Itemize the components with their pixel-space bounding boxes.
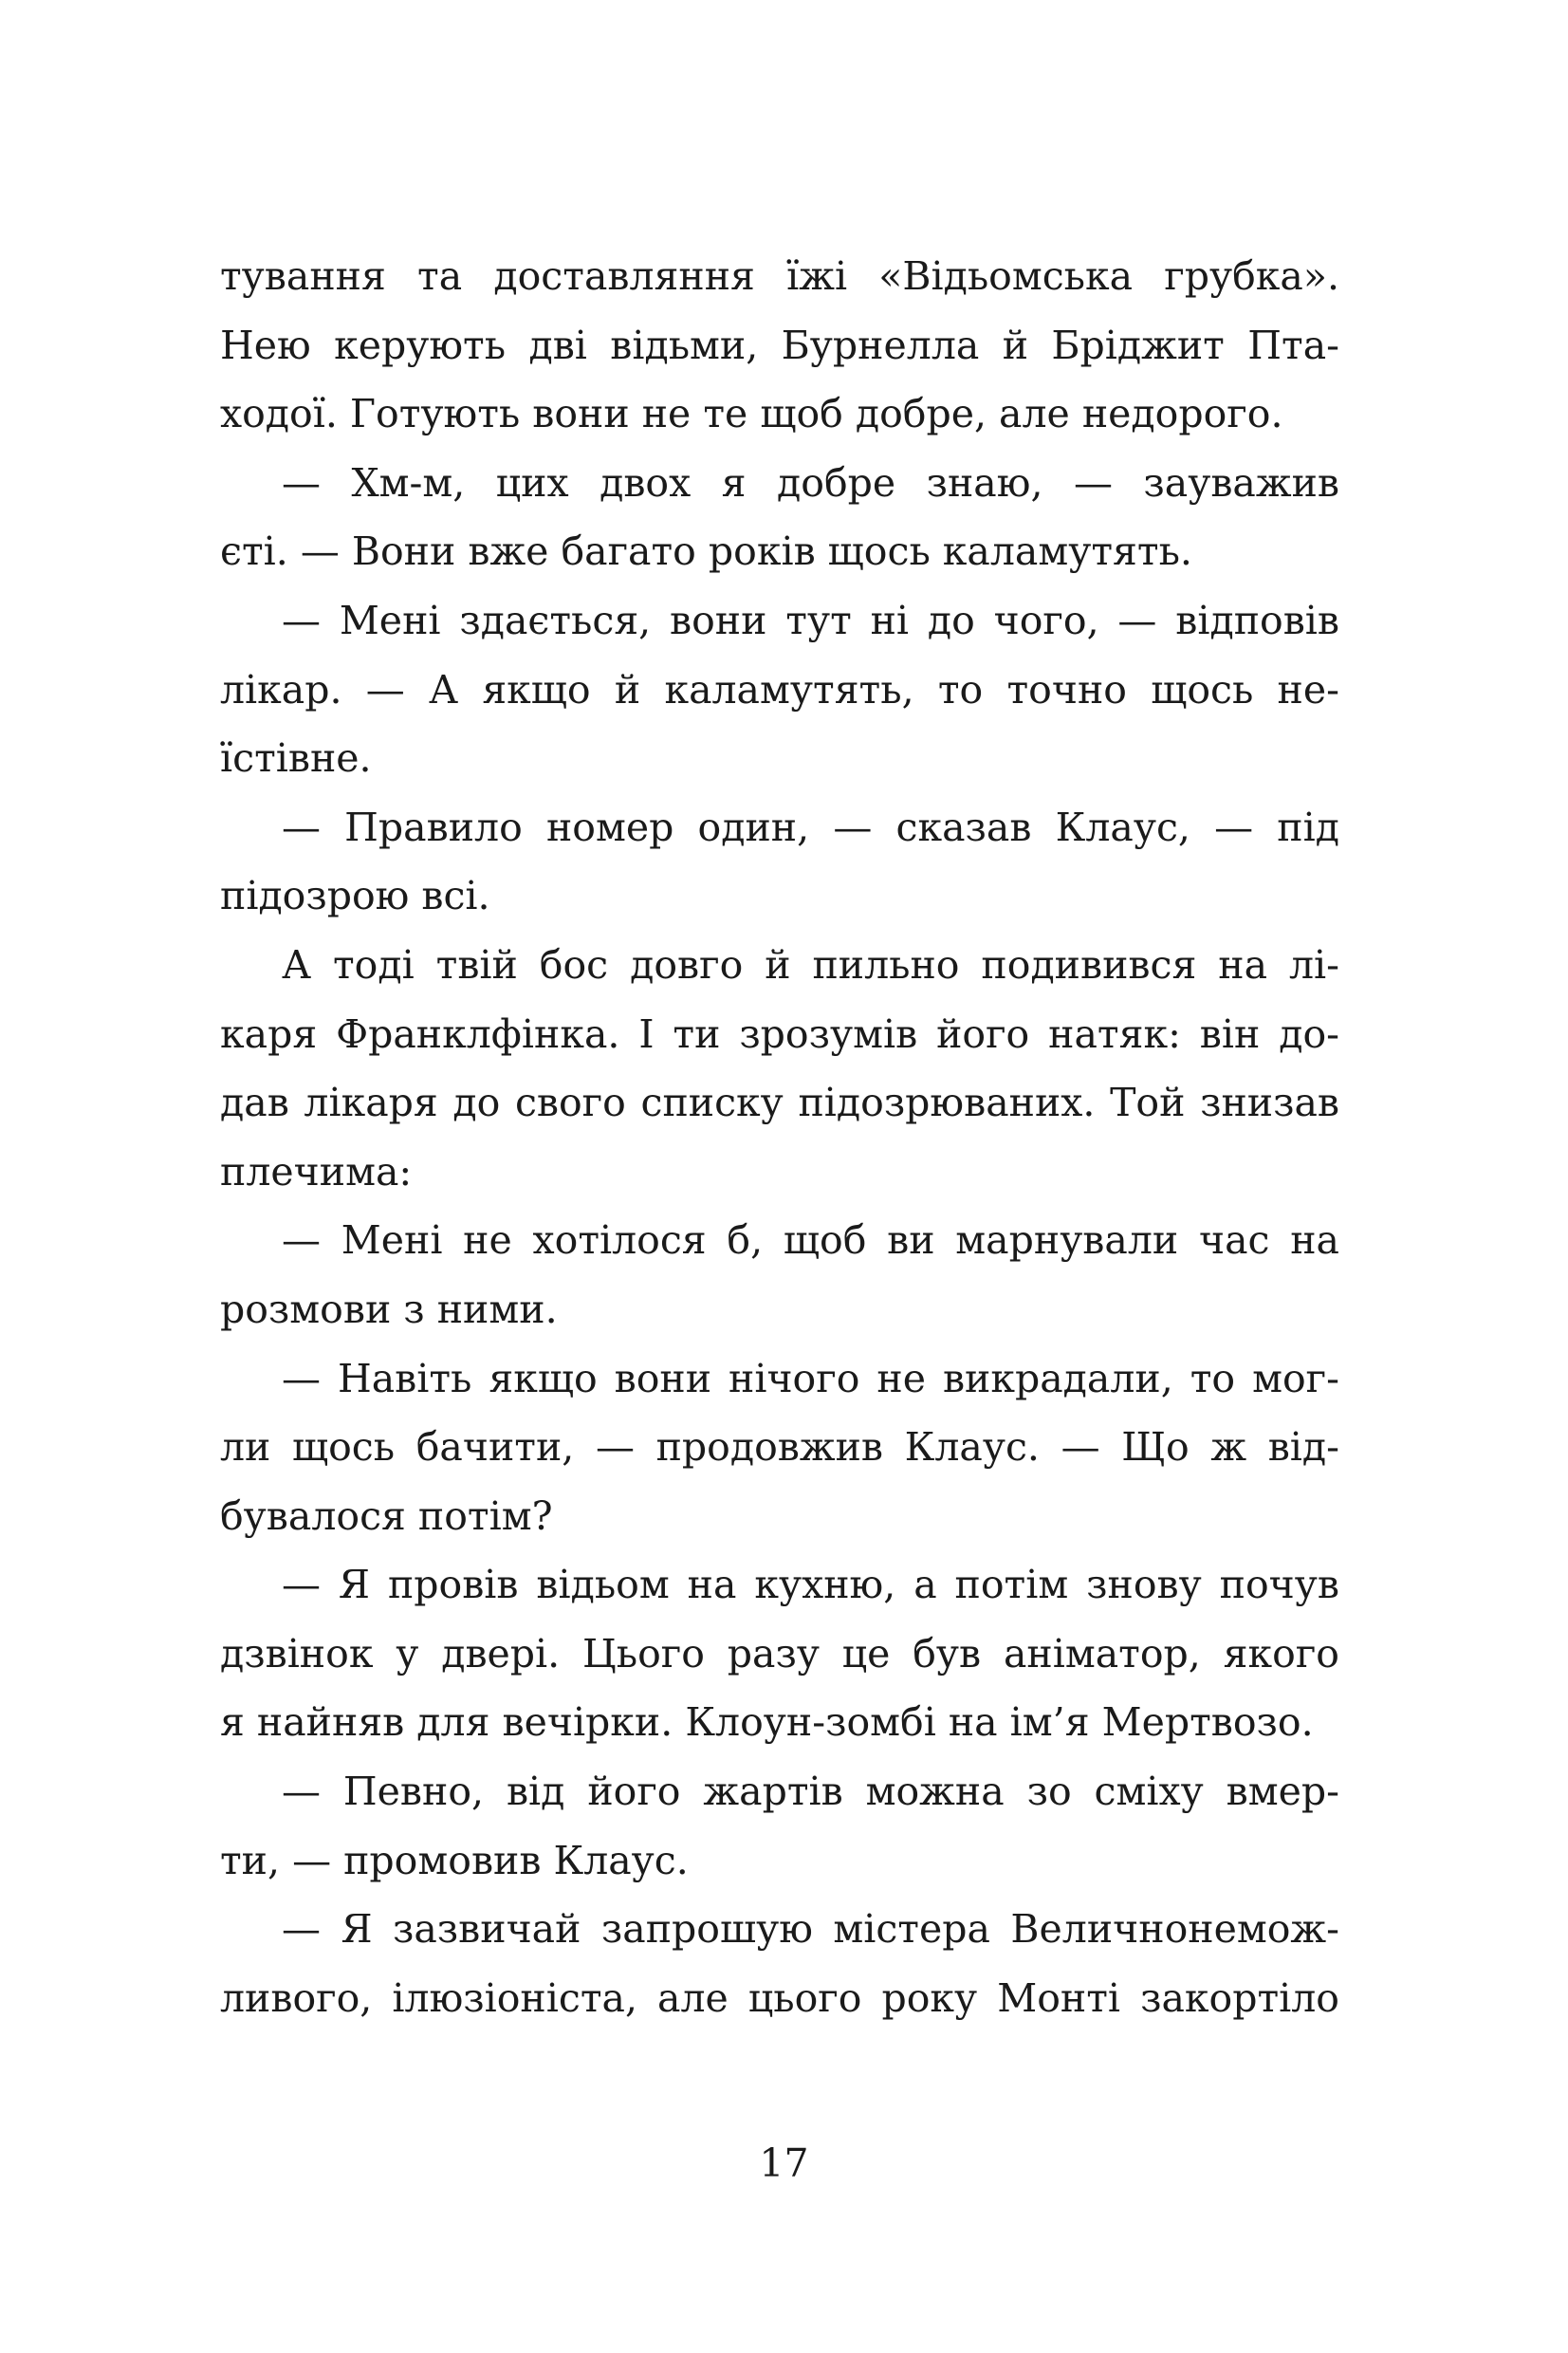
text-line: — Хм-м, цих двох я добре знаю, — зауважив [282, 459, 1339, 506]
text-line: — Певно, від його жартів можна зо сміху вмер- [282, 1769, 1339, 1815]
text-line: ти, — промовив Клаус. [220, 1837, 689, 1883]
text-line: тування та доставляння їжі «Відьомська грубка». [220, 253, 1339, 299]
text-line: — Навіть якщо вони нічого не викрадали, то мог- [282, 1355, 1339, 1401]
text-line: — Мені не хотілося б, щоб ви марнували час на [282, 1217, 1339, 1264]
text-line: — Я провів відьом на кухню, а потім знову почув [282, 1562, 1339, 1608]
text-line: їстівне. [220, 735, 372, 782]
text-line: — Правило номер один, — сказав Клаус, — під [282, 804, 1339, 850]
text-line: я найняв для вечірки. Клоун-зомбі на ім’я Мертвозо. [220, 1699, 1314, 1746]
text-line: розмови з ними. [220, 1286, 558, 1332]
text-line: — Мені здається, вони тут ні до чого, — відповів [282, 597, 1339, 643]
text-line: єті. — Вони вже багато років щось каламутять. [220, 528, 1192, 575]
text-line: — Я зазвичай запрошую містера Величнонемож- [282, 1906, 1339, 1953]
text-line: ходої. Готують вони не те щоб добре, але недорого. [220, 391, 1283, 437]
text-line: лікар. — А якщо й каламутять, то точно щось не- [220, 666, 1339, 713]
text-line: дзвінок у двері. Цього разу це був аніматор, якого [220, 1630, 1339, 1677]
text-line: бувалося потім? [220, 1492, 553, 1539]
text-line: ливого, ілюзіоніста, але цього року Монті закортіло [220, 1974, 1339, 2021]
text-line: плечима: [220, 1148, 413, 1195]
text-line: каря Франклфінка. І ти зрозумів його натяк: він до- [220, 1010, 1339, 1057]
body-text [220, 242, 1339, 2032]
text-line: ли щось бачити, — продовжив Клаус. — Що ж від- [220, 1424, 1339, 1471]
text-line: підозрою всі. [220, 873, 490, 919]
page-number: 17 [759, 2140, 809, 2186]
text-line: дав лікаря до свого списку підозрюваних. Той знизав [220, 1080, 1339, 1126]
text-line: Нею керують дві відьми, Бурнелла й Бріджит Пта- [220, 322, 1339, 368]
text-line: А тоді твій бос довго й пильно подивився на лі- [282, 941, 1339, 988]
